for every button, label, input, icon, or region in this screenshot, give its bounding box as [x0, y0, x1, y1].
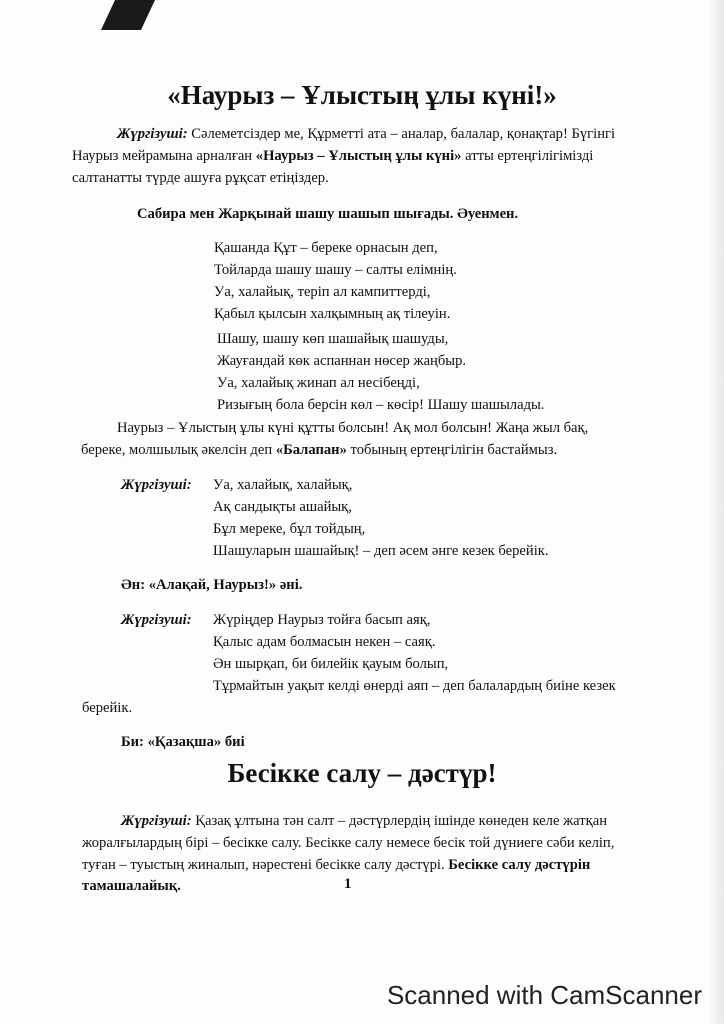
stanza1-line: Тойларда шашу шашу – салты елімнің.	[214, 262, 457, 278]
dance-line: Би: «Қазақша» биі	[121, 734, 245, 750]
camscanner-watermark: Scanned with CamScanner	[386, 980, 702, 1010]
p5-line4: тамашалайық.	[82, 878, 181, 894]
p3-line: Уа, халайық, халайық,	[213, 477, 353, 493]
p2-line2-bold: «Балапан»	[275, 442, 347, 458]
p5-line3	[82, 857, 590, 874]
p1-line3: салтанатты түрде ашуға рұқсат етіңіздер.	[72, 170, 329, 186]
p3-line: Бұл мереке, бұл тойдың,	[213, 521, 366, 537]
stanza2-line: Шашу, шашу көп шашайық шашуды,	[217, 331, 449, 347]
p1-line2-a: Наурыз мейрамына арналған	[72, 148, 256, 164]
p4-line: Жүріңдер Наурыз тойға басып аяқ,	[213, 612, 431, 628]
speaker-label: Жүргізуші:	[121, 477, 192, 493]
p1-line2-bold: «Наурыз – Ұлыстың ұлы күні»	[255, 148, 462, 164]
stanza2-line: Ризығың бола берсін көл – көсір! Шашу шашылады.	[217, 397, 545, 413]
p4-line: Ән шырқап, би билейік қауым болып,	[213, 656, 449, 672]
p2-line2	[81, 442, 557, 459]
p1-line1	[117, 126, 615, 143]
p1-line2	[72, 148, 593, 165]
p5-line1-text: Қазақ ұлтына тән салт – дәстүрлердің ішінде көнеден келе жатқан	[191, 813, 608, 829]
p2-line2-a: береке, молшылық әкелсін деп	[81, 442, 276, 458]
p3-line: Шашуларын шашайық! – деп әсем әнге кезек берейік.	[213, 543, 549, 559]
stanza1-line: Қашанда Құт – береке орнасын деп,	[214, 240, 438, 256]
p5-line3-a: туған – туыстың жиналып, нәрестені бесікке салу дәстүрі.	[82, 857, 449, 873]
page-number: 1	[344, 876, 352, 892]
p3-line: Ақ сандықты ашайық,	[213, 499, 352, 515]
p4-line: Қалыс адам болмасын некен – саяқ.	[213, 634, 436, 650]
scan-corner-shadow	[101, 0, 155, 30]
page-edge-shadow	[706, 0, 724, 1024]
song-line: Ән: «Алақай, Наурыз!» әні.	[121, 577, 303, 593]
p1-line2-c: атты ертеңгілігімізді	[461, 148, 594, 164]
section-title: Бесікке салу – дәстүр!	[227, 758, 497, 788]
stanza1-line: Уа, халайық, теріп ал кампиттерді,	[214, 284, 431, 300]
p1-line1-text: Сәлеметсіздер ме, Құрметті ата – аналар, балалар, қонақтар! Бүгінгі	[187, 126, 616, 142]
p2-line1: Наурыз – Ұлыстың ұлы күні құтты болсын! Ақ мол болсын! Жаңа жыл бақ,	[117, 420, 589, 436]
p5-line1	[121, 813, 607, 830]
speaker-label: Жүргізуші:	[117, 126, 188, 142]
p5-line2: жоралғылардың бірі – бесікке салу. Бесікке салу немесе бесік той дүниеге сәби келіп,	[82, 835, 615, 851]
main-title: «Наурыз – Ұлыстың ұлы күні!»	[167, 80, 557, 110]
speaker-label: Жүргізуші:	[121, 813, 192, 829]
p2-line2-c: тобының ертеңгілігін бастаймыз.	[346, 442, 558, 458]
stanza2-line: Уа, халайық жинап ал несібеңді,	[217, 375, 420, 391]
stanza2-line: Жауғандай көк аспаннан нөсер жаңбыр.	[217, 353, 467, 369]
stanza1-line: Қабыл қылсын халқымның ақ тілеуін.	[214, 306, 451, 322]
p5-line3-bold: Бесікке салу дәстүрін	[448, 857, 591, 873]
speaker-label: Жүргізуші:	[121, 612, 192, 628]
p4-tail: берейік.	[82, 700, 133, 716]
intro-bold: Сабира мен Жарқынай шашу шашып шығады. Әуенмен.	[137, 206, 519, 222]
p4-line: Тұрмайтын уақыт келді өнерді аяп – деп балалардың биіне кезек	[213, 678, 616, 694]
